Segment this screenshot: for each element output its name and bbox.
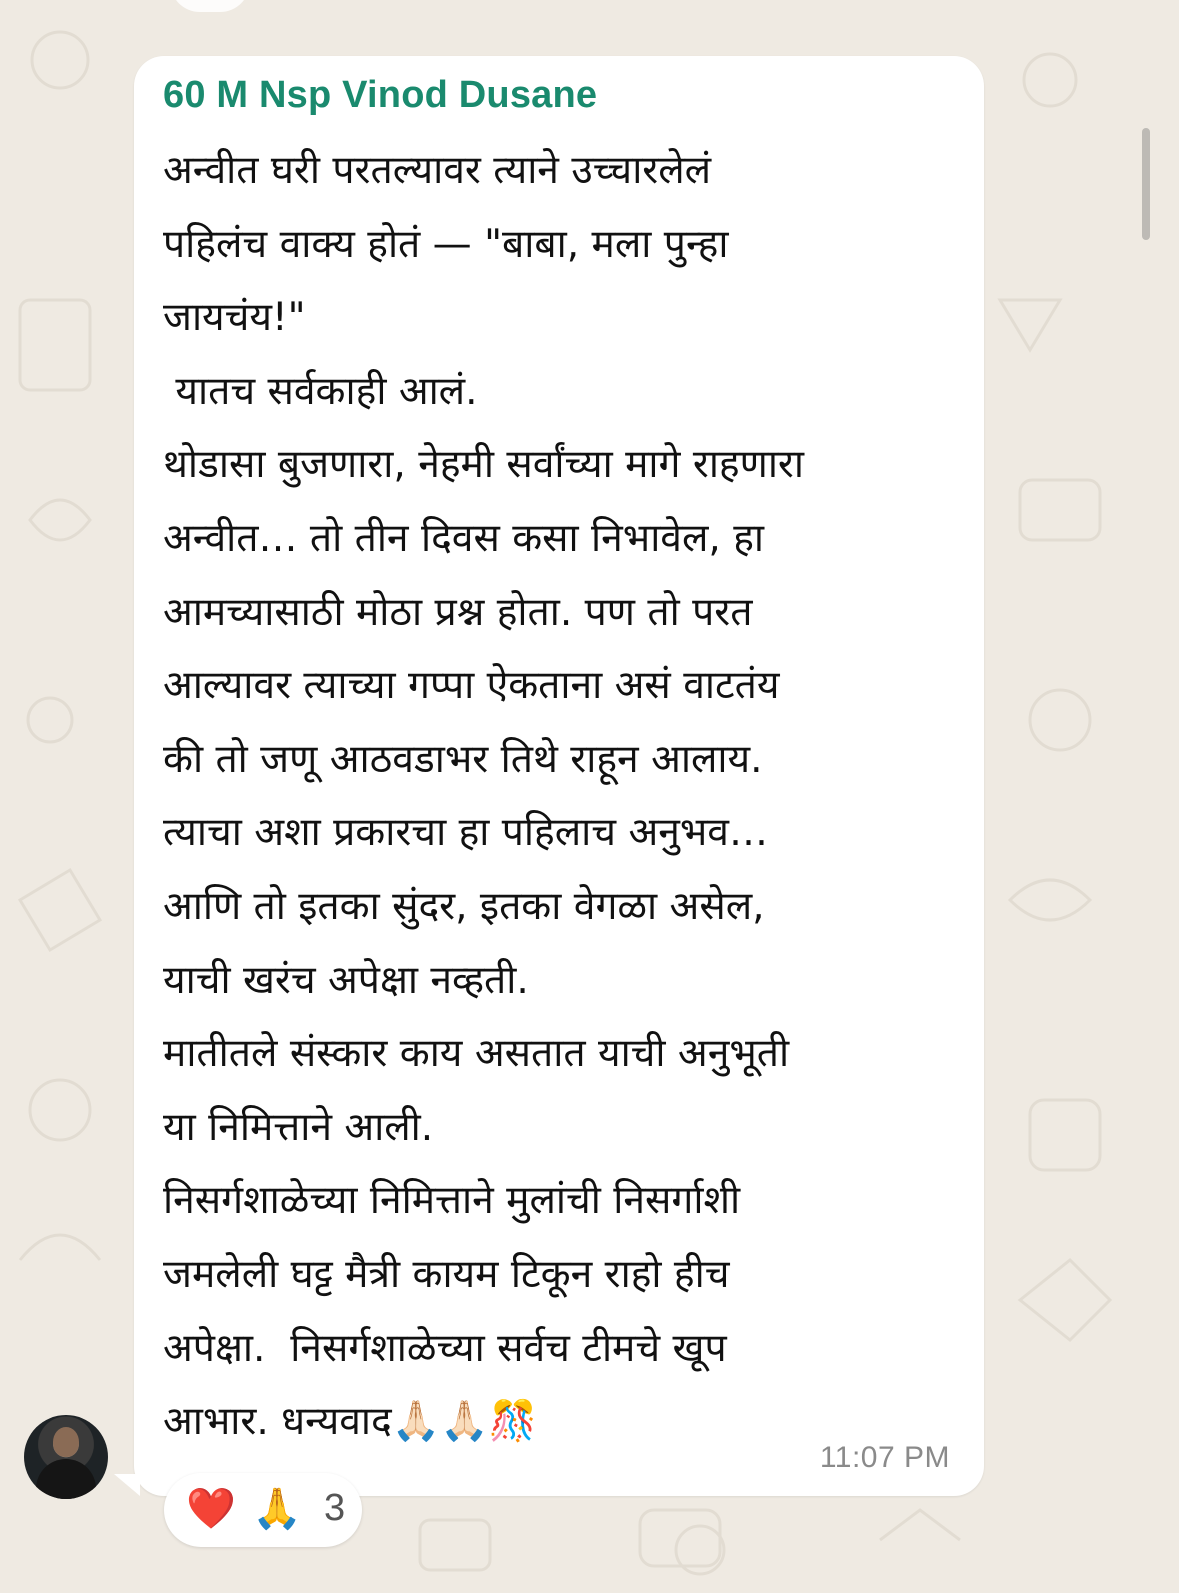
reaction-count: 3: [324, 1487, 346, 1529]
avatar-body: [36, 1459, 96, 1499]
message-text: [163, 134, 953, 1459]
message-line: निसर्गशाळेच्या निमित्ताने मुलांची निसर्गाशी: [163, 1178, 741, 1224]
message-line: अपेक्षा. निसर्गशाळेच्या सर्वच टीमचे खूप: [163, 1325, 727, 1371]
message-line: यातच सर्वकाही आलं.: [163, 368, 478, 414]
sender-avatar[interactable]: [24, 1415, 108, 1499]
message-bubble-tail: [114, 1474, 140, 1496]
message-line: या निमित्ताने आली.: [163, 1104, 434, 1150]
message-line: थोडासा बुजणारा, नेहमी सर्वांच्या मागे राहणारा: [163, 442, 804, 488]
message-timestamp: 11:07 PM: [819, 1441, 950, 1474]
message-line: आणि तो इतका सुंदर, इतका वेगळा असेल,: [163, 883, 765, 929]
message-line: पहिलंच वाक्य होतं — "बाबा, मला पुन्हा: [163, 221, 729, 267]
avatar-head: [53, 1427, 79, 1457]
reactions-pill[interactable]: [164, 1473, 362, 1547]
message-line: की तो जणू आठवडाभर तिथे राहून आलाय.: [163, 736, 763, 782]
folded-hands-emoji: 🙏🏻: [440, 1399, 489, 1445]
heart-reaction-icon: ❤️: [186, 1486, 236, 1532]
message-line: अन्वीत घरी परतल्यावर त्याने उच्चारलेलं: [163, 148, 712, 193]
message-line: जमलेली घट्ट मैत्री कायम टिकून राहो हीच: [163, 1251, 730, 1297]
scrollbar-thumb[interactable]: [1142, 128, 1150, 240]
confetti-emoji: 🎊: [488, 1399, 538, 1445]
message-line: अन्वीत… तो तीन दिवस कसा निभावेल, हा: [163, 515, 765, 561]
folded-hands-emoji: 🙏🏻: [391, 1399, 441, 1445]
message-line: जायचंय!": [163, 295, 306, 341]
message-line: आल्यावर त्याच्या गप्पा ऐकताना असं वाटतंय: [163, 663, 780, 709]
sender-name[interactable]: 60 M Nsp Vinod Dusane: [163, 74, 598, 116]
message-last-line-text: आभार. धन्यवाद: [163, 1399, 392, 1445]
message-line: याची खरंच अपेक्षा नव्हती.: [163, 957, 529, 1003]
folded-hands-reaction-icon: 🙏: [252, 1486, 302, 1532]
message-line: आमच्यासाठी मोठा प्रश्न होता. पण तो परत: [163, 589, 753, 635]
message-line: मातीतले संस्कार काय असतात याची अनुभूती: [163, 1031, 790, 1077]
message-line: त्याचा अशा प्रकारचा हा पहिलाच अनुभव…: [163, 810, 768, 856]
